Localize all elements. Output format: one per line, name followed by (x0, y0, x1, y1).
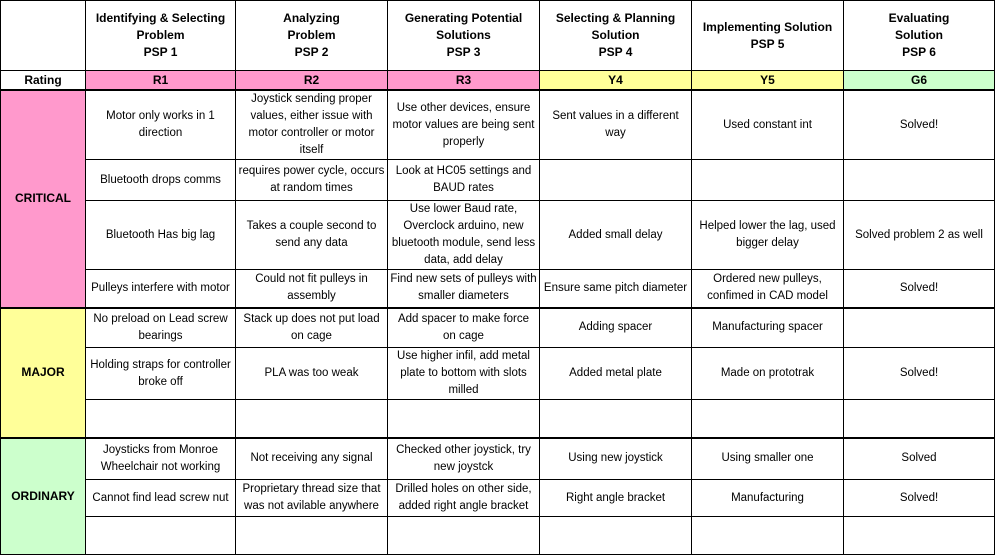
table-cell (844, 160, 995, 201)
table-cell (844, 308, 995, 348)
table-row (1, 160, 995, 201)
table-cell (540, 400, 692, 438)
header-psp2-line2: Problem (287, 28, 336, 42)
header-psp5-line2: PSP 5 (750, 36, 785, 51)
table-cell: Pulleys interfere with motor (86, 270, 236, 308)
table-row (1, 517, 995, 555)
table-cell: Solved problem 2 as well (844, 201, 995, 270)
header-psp2-line1: Analyzing (283, 11, 340, 25)
table-cell (844, 517, 995, 555)
table-row (1, 308, 995, 348)
header-row (1, 1, 995, 71)
table-cell: Solved! (844, 480, 995, 517)
table-cell: Bluetooth Has big lag (86, 201, 236, 270)
table-cell: Motor only works in 1 direction (86, 90, 236, 160)
table-cell (692, 517, 844, 555)
table-cell: Manufacturing spacer (692, 308, 844, 348)
table-cell: Could not fit pulleys in assembly (236, 270, 388, 308)
header-psp5-line1: Implementing Solution (702, 19, 833, 34)
header-psp4-line3: PSP 4 (598, 45, 633, 59)
header-psp4-line2: Solution (591, 28, 640, 42)
category-ordinary: ORDINARY (1, 438, 86, 555)
table-cell (236, 517, 388, 555)
table-cell (236, 400, 388, 438)
table-cell: Helped lower the lag, used bigger delay (692, 201, 844, 270)
table-cell: Find new sets of pulleys with smaller diameters (388, 270, 540, 308)
table-row (1, 90, 995, 160)
table-cell: Ordered new pulleys, confimed in CAD model (692, 270, 844, 308)
table-cell: Solved! (844, 90, 995, 160)
table-cell: Added metal plate (540, 348, 692, 400)
table-cell: Sent values in a different way (540, 90, 692, 160)
table-row (1, 270, 995, 308)
table-cell: Proprietary thread size that was not avilable anywhere (236, 480, 388, 517)
rating-r2: R2 (236, 71, 388, 91)
header-psp6-line1: Evaluating (888, 11, 950, 25)
header-psp4-line1: Selecting & Planning (555, 11, 676, 25)
header-psp6-line3: PSP 6 (902, 45, 936, 59)
table-cell (86, 517, 236, 555)
table-cell (86, 400, 236, 438)
category-major: MAJOR (1, 308, 86, 438)
table-row (1, 480, 995, 517)
table-cell: Solved! (844, 270, 995, 308)
header-psp1-line3: PSP 1 (143, 45, 178, 59)
header-psp3-line1: Generating Potential (404, 11, 523, 25)
table-cell: PLA was too weak (236, 348, 388, 400)
header-psp3-line3: PSP 3 (446, 45, 481, 59)
header-psp1-line2: Problem (136, 28, 185, 42)
table-cell: No preload on Lead screw bearings (86, 308, 236, 348)
table-cell: Checked other joystick, try new joystck (388, 438, 540, 480)
table-cell: Use lower Baud rate, Overclock arduino, new bluetooth module, send less data, add delay (388, 201, 540, 270)
header-psp3-line2: Solutions (436, 28, 491, 42)
table-row (1, 348, 995, 400)
table-cell: Joysticks from Monroe Wheelchair not working (86, 438, 236, 480)
table-cell: Cannot find lead screw nut (86, 480, 236, 517)
table-cell (540, 160, 692, 201)
rating-y4: Y4 (540, 71, 692, 91)
rating-row (1, 71, 995, 91)
table-cell: Takes a couple second to send any data (236, 201, 388, 270)
table-cell: Bluetooth drops comms (86, 160, 236, 201)
table-cell: Added small delay (540, 201, 692, 270)
corner-cell (1, 1, 86, 71)
rating-y5: Y5 (692, 71, 844, 91)
table-cell: Stack up does not put load on cage (236, 308, 388, 348)
table-cell: Made on prototrak (692, 348, 844, 400)
table-cell: Use higher infil, add metal plate to bottom with slots milled (388, 348, 540, 400)
table-cell: Using new joystick (540, 438, 692, 480)
table-row (1, 201, 995, 270)
table-cell: Holding straps for controller broke off (86, 348, 236, 400)
table-cell (540, 517, 692, 555)
header-psp2-line3: PSP 2 (294, 45, 329, 59)
table-cell: Not receiving any signal (236, 438, 388, 480)
table-cell: Joystick sending proper values, either issue with motor controller or motor itself (236, 90, 388, 160)
table-cell: Used constant int (692, 90, 844, 160)
header-psp4 (540, 1, 692, 71)
table-cell: Using smaller one (692, 438, 844, 480)
table-cell: Add spacer to make force on cage (388, 308, 540, 348)
header-psp5 (692, 1, 844, 71)
table-cell: Adding spacer (540, 308, 692, 348)
table-row (1, 400, 995, 438)
header-psp1 (86, 1, 236, 71)
table-cell: Solved (844, 438, 995, 480)
table-cell: Drilled holes on other side, added right angle bracket (388, 480, 540, 517)
header-psp2 (236, 1, 388, 71)
rating-g6: G6 (844, 71, 995, 91)
table-cell (692, 400, 844, 438)
table-cell: Right angle bracket (540, 480, 692, 517)
category-critical: CRITICAL (1, 90, 86, 308)
table-cell (388, 400, 540, 438)
table-cell: Solved! (844, 348, 995, 400)
table-cell (388, 517, 540, 555)
table-cell (844, 400, 995, 438)
header-psp1-line1: Identifying & Selecting (95, 11, 226, 25)
rating-r3: R3 (388, 71, 540, 91)
header-psp3 (388, 1, 540, 71)
table-cell (692, 160, 844, 201)
table-cell: requires power cycle, occurs at random times (236, 160, 388, 201)
header-psp6-line2: Solution (895, 28, 943, 42)
table-cell: Manufacturing (692, 480, 844, 517)
table-cell: Look at HC05 settings and BAUD rates (388, 160, 540, 201)
table-cell: Use other devices, ensure motor values are being sent properly (388, 90, 540, 160)
header-psp6 (844, 1, 995, 71)
table-cell: Ensure same pitch diameter (540, 270, 692, 308)
table-row (1, 438, 995, 480)
rating-r1: R1 (86, 71, 236, 91)
rating-label: Rating (1, 71, 86, 91)
